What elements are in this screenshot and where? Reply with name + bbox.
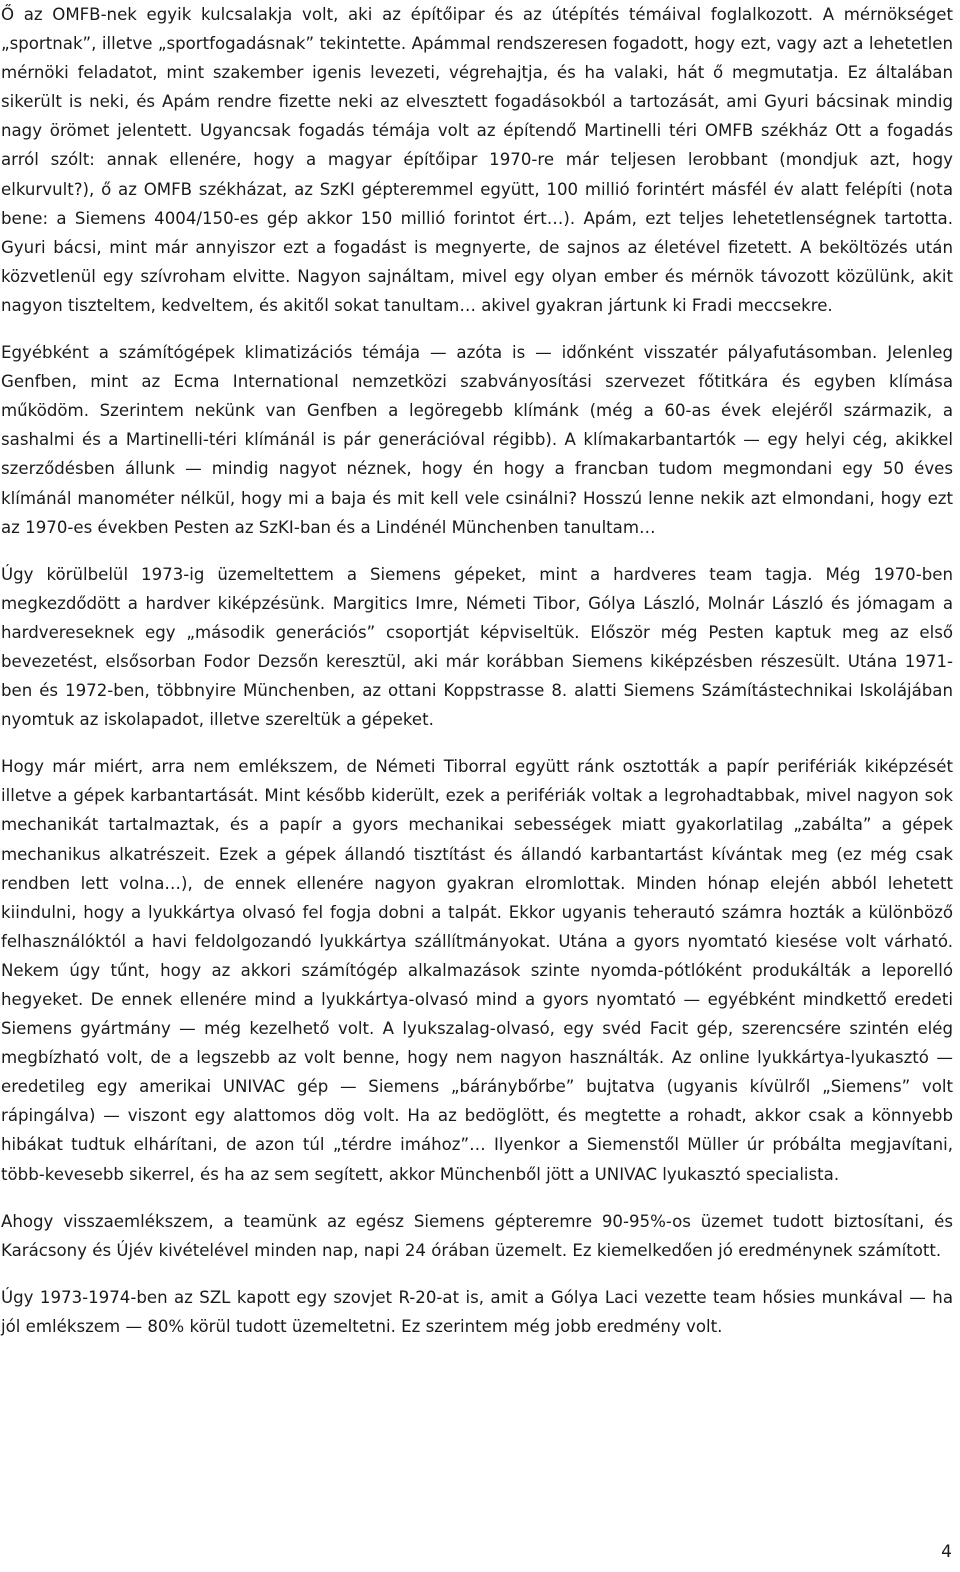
paragraph-climatization: Egyébként a számítógépek klimatizációs témája — azóta is — időnként visszatér pályafutásomban. Jelenleg Genfben, mint az Ecma International nemzetközi szabványosítási szervezet főtitkára és egyben klímása működöm. Szerintem nekünk van Genfben a legöregebb klímánk (még a 60-as évek elejéről származik, a sashalmi és a Martinelli-téri klímánál is pár generációval régibb). A klímakarbantartók — egy helyi cég, akikkel szerződésben állunk — mindig nagyot néznek, hogy én hogy a francban tudom megmondani egy 50 éves klímánál manométer nélkül, hogy mi a baja és mit kell vele csinálni? Hosszú lenne nekik azt elmondani, hogy ezt az 1970-es években Pesten az SzKI-ban és a Lindénél Münchenben tanultam… <box>1 343 953 537</box>
paragraph-paper-peripherals: Hogy már miért, arra nem emlékszem, de Németi Tiborral együtt ránk osztották a papír perifériák kiképzését illetve a gépek karbantartását. Mint később kiderült, ezek a perifériák voltak a legrohadtabbak, mivel nagyon sok mechanikát tartalmaztak, és a papír a gyors mechanikai sebességek miatt gyakorlatilag „zabálta” a gépek mechanikus alkatrészeit. Ezek a gépek állandó tisztítást és állandó karbantartást kívántak meg (ez még csak rendben lett volna…), de ennek ellenére nagyon gyakran elromlottak. Minden hónap elején abból lehetett kiindulni, hogy a lyukkártya olvasó fel fogja dobni a talpát. Ekkor ugyanis teherautó számra hozták a különböző felhasználóktól a havi feldolgozandó lyukkártya szállítmányokat. Utána a gyors nyomtató kiesése volt várható. Nekem úgy tűnt, hogy az akkori számítógép alkalmazások szinte nyomda-pótlóként produkálták a leporelló hegyeket. De ennek ellenére mind a lyukkártya-olvasó mind a gyors nyomtató — egyébként mindkettő eredeti Siemens gyártmány — még kezelhető volt. A lyukszalag-olvasó, egy svéd Facit gép, szerencsére szintén elég megbízható volt, de a legszebb az volt benne, hogy nem nagyon használták. Az online lyukkártya-lyukasztó — eredetileg egy amerikai UNIVAC gép — Siemens „báránybőrbe” bujtatva (ugyanis kívülről „Siemens” volt rápingálva) — viszont egy alattomos dög volt. Ha az bedöglött, és megtette a rohadt, akkor csak a könnyebb hibákat tudtuk elhárítani, de azon túl „térdre imához”… Ilyenkor a Siemenstől Müller úr próbálta megjavítani, több-kevesebb sikerrel, és ha az sem segített, akkor Münchenből jött a UNIVAC lyukasztó specialista. <box>1 757 953 1184</box>
paragraph-soviet-r20: Úgy 1973-1974-ben az SZL kapott egy szovjet R-20-at is, amit a Gólya Laci vezette team hősies munkával — ha jól emlékszem — 80% körül tudott üzemeltetni. Ez szerintem még jobb eredmény volt. <box>1 1287 953 1336</box>
paragraph-siemens-training: Úgy körülbelül 1973-ig üzemeltettem a Siemens gépeket, mint a hardveres team tagja. Még 1970-ben megkezdődött a hardver kiképzésünk. Margitics Imre, Németi Tibor, Gólya László, Molnár László és jómagam a hardvereseknek egy „második generációs” csoportját képviseltük. Először még Pesten kaptuk meg az első bevezetést, elsősorban Fodor Dezsőn keresztül, aki már korábban Siemens kiképzésben részesült. Utána 1971-ben és 1972-ben, többnyire Münchenben, az ottani Koppstrasse 8. alatti Siemens Számítástechnikai Iskolájában nyomtuk az iskolapadot, illetve szereltük a gépeket. <box>1 564 953 730</box>
paragraph-team-uptime: Ahogy visszaemlékszem, a teamünk az egész Siemens gépteremre 90-95%-os üzemet tudott biztosítani, és Karácsony és Újév kivételével minden nap, napi 24 órában üzemelt. Ez kiemelkedően jó eredménynek számított. <box>1 1211 953 1260</box>
document-body <box>1 0 953 1359</box>
page-number: 4 <box>941 1542 952 1562</box>
paragraph-omfb-betting: Ő az OMFB-nek egyik kulcsalakja volt, aki az építőipar és az útépítés témáival foglalkozott. A mérnökséget „sportnak”, illetve „sportfogadásnak” tekintette. Apámmal rendszeresen fogadott, hogy ezt, vagy azt a lehetetlen mérnöki feladatot, mint szakember igenis levezeti, végrehajtja, és ha valaki, hát ő megmutatja. Ez általában sikerült is neki, és Apám rendre fizette neki az elvesztett fogadásokból a tartozását, ami Gyuri bácsinak mindig nagy örömet jelentett. Ugyancsak fogadás témája volt az építendő Martinelli téri OMFB székház Ott a fogadás arról szólt: annak ellenére, hogy a magyar építőipar 1970-re már teljesen lerobbant (mondjuk azt, hogy elkurvult?), ő az OMFB székházat, az SzKI gépteremmel együtt, 100 millió forintért másfél év alatt felépíti (nota bene: a Siemens 4004/150-es gép akkor 150 millió forintot ért…). Apám, ezt teljes lehetetlenségnek tartotta. Gyuri bácsi, mint már annyiszor ezt a fogadást is megnyerte, de sajnos az életével fizetett. A beköltözés után közvetlenül egy szívroham elvitte. Nagyon sajnáltam, mivel egy olyan ember és mérnök távozott közülünk, akit nagyon tiszteltem, kedveltem, és akitől sokat tanultam… akivel gyakran jártunk ki Fradi meccsekre. <box>1 5 953 315</box>
